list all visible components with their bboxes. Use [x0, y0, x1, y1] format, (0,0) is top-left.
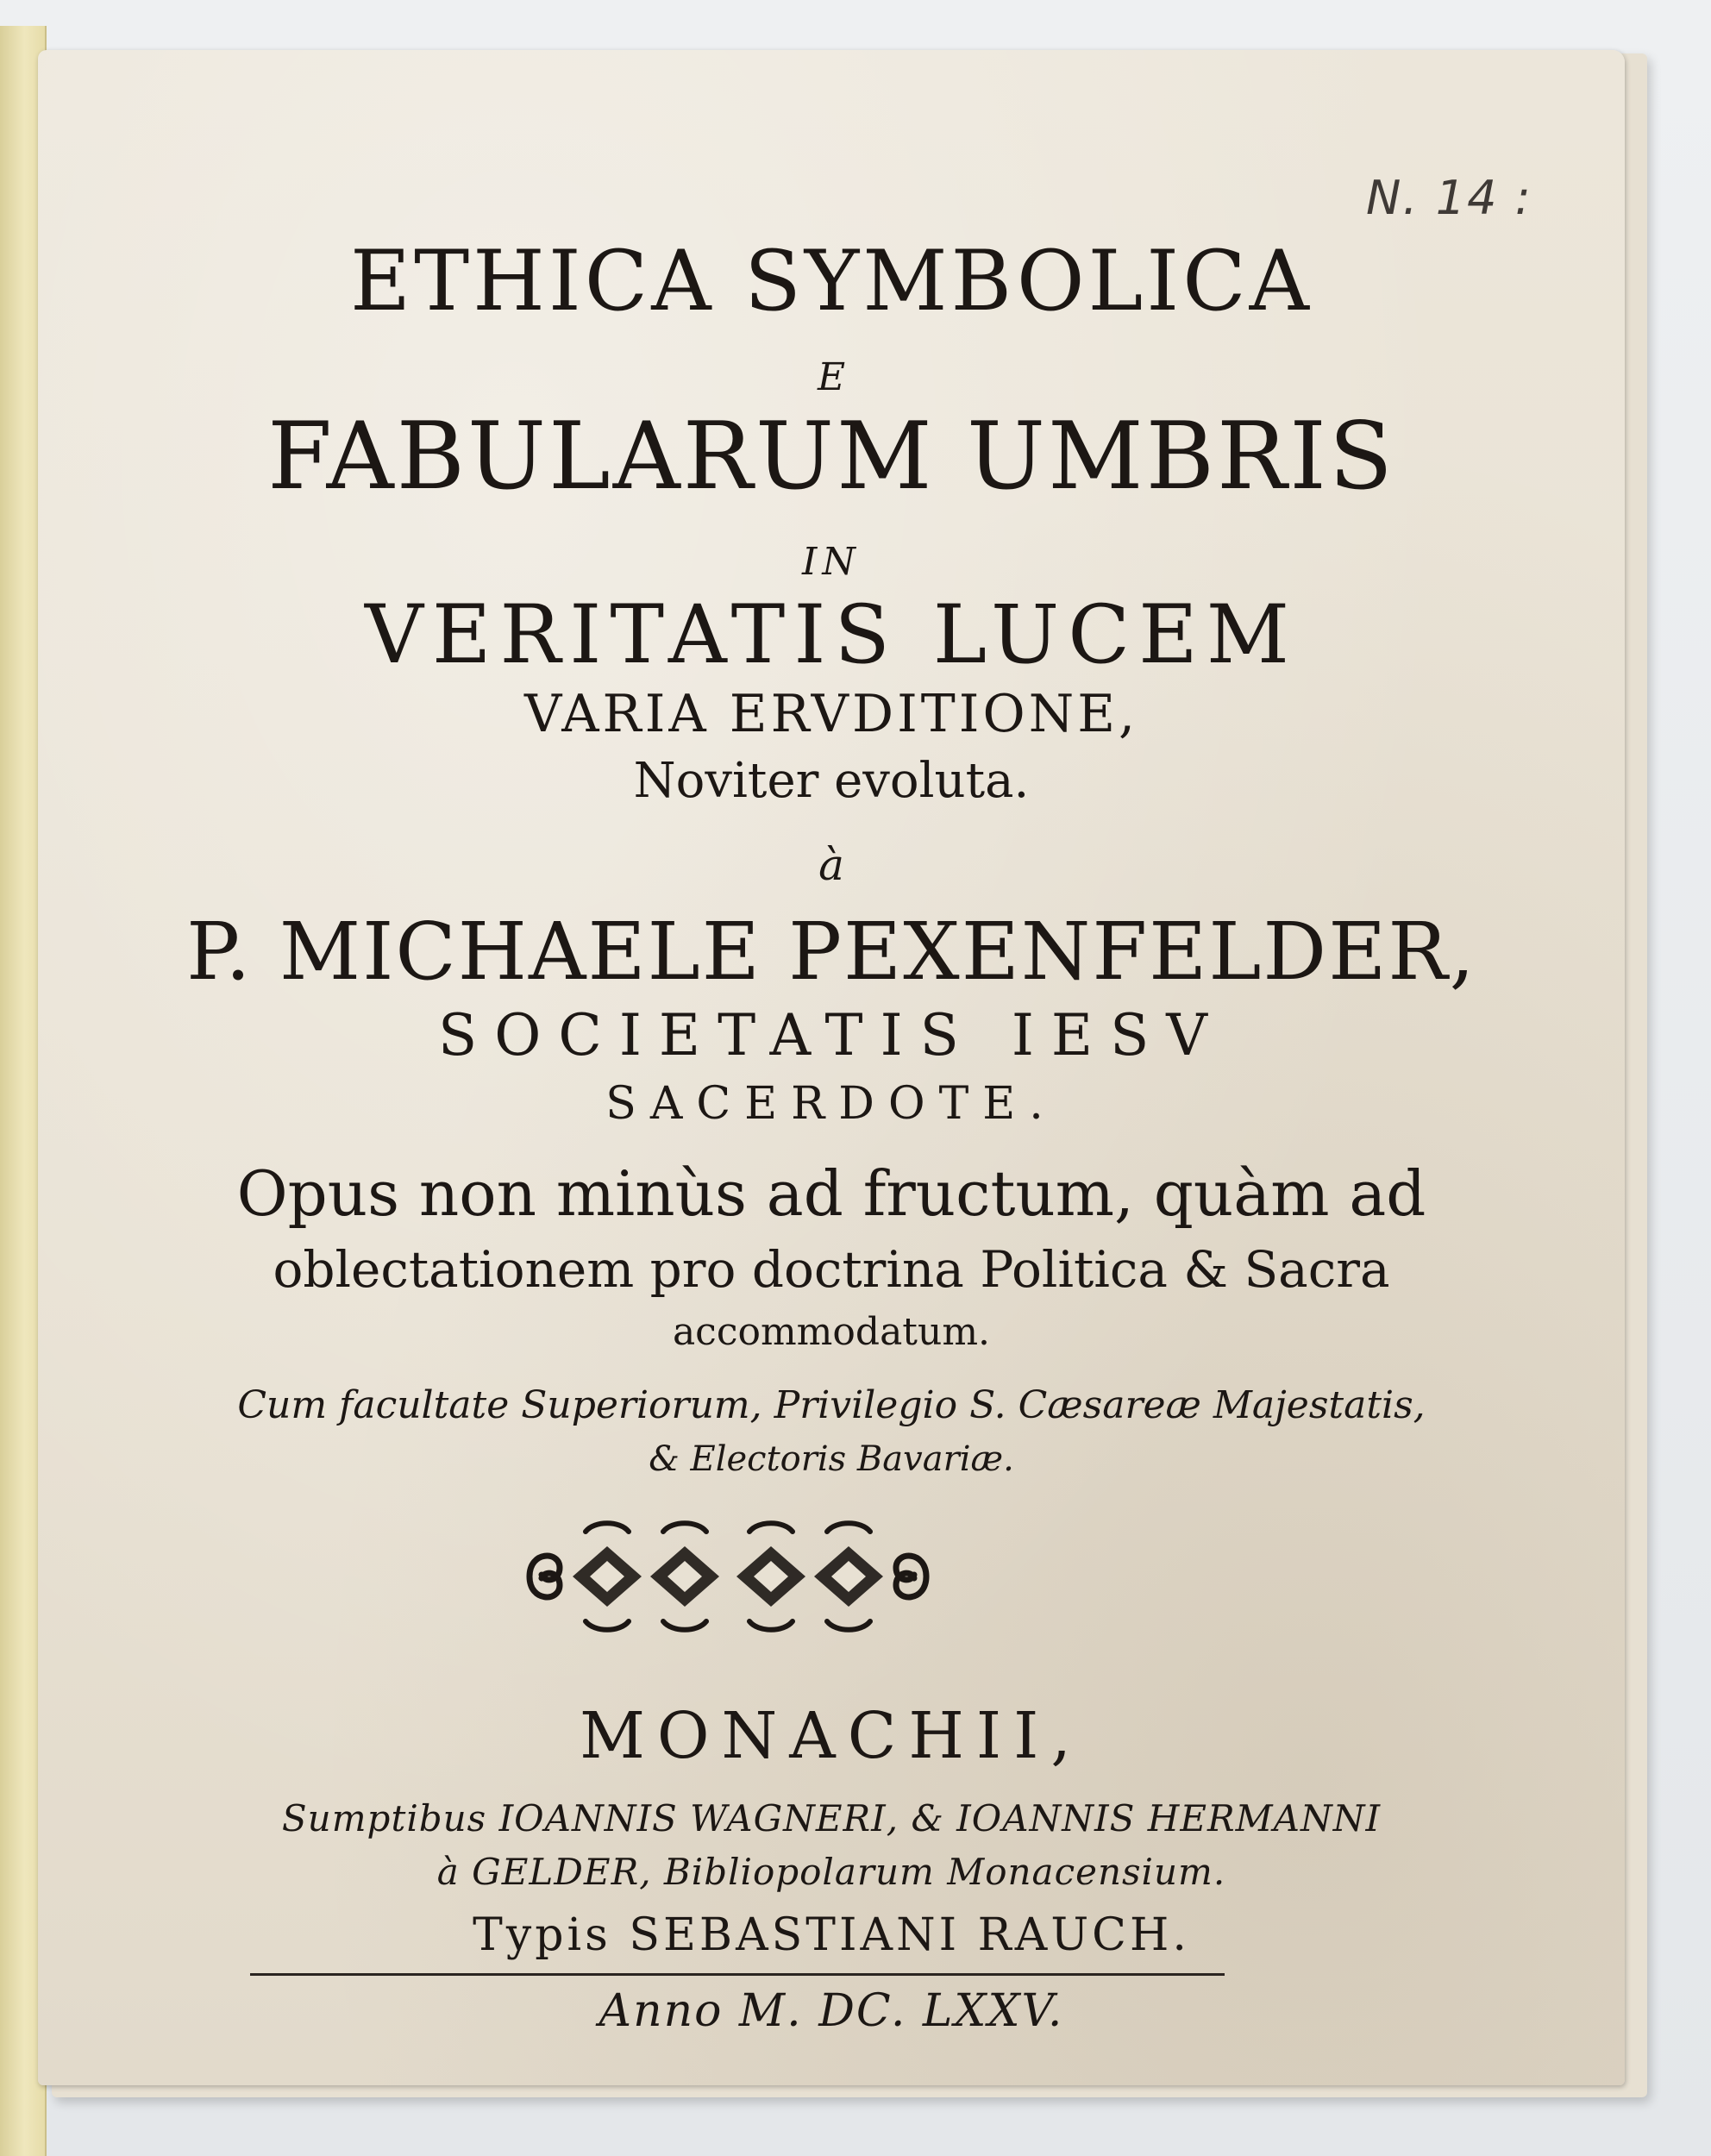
title-line-3: FABULARUM UMBRIS: [267, 403, 1395, 511]
imprint-place: MONACHII,: [580, 1699, 1083, 1773]
imprint-publishers-2: à GELDER, Bibliopolarum Monacensium.: [436, 1851, 1226, 1893]
title-line-7: Noviter evoluta.: [633, 753, 1030, 809]
author-rank: SACERDOTE.: [605, 1078, 1057, 1130]
author-name: P. MICHAELE PEXENFELDER,: [186, 906, 1476, 998]
author-society: SOCIETATIS IESV: [438, 1002, 1225, 1069]
description-line-2: oblectationem pro doctrina Politica & Sacra: [273, 1240, 1390, 1299]
title-line-2: E: [817, 355, 846, 399]
author-preposition: à: [818, 840, 844, 890]
imprint-date: Anno M. DC. LXXV.: [599, 1985, 1064, 2037]
description-line-3: accommodatum.: [672, 1310, 991, 1354]
handwritten-shelfmark: N. 14 :: [1366, 171, 1532, 225]
title-page: [38, 50, 1625, 2085]
imprint-publishers-1: Sumptibus IOANNIS WAGNERI, & IOANNIS HERMANNI: [281, 1797, 1382, 1839]
imprint-rule: [250, 1973, 1225, 1976]
title-line-6: VARIA ERVDITIONE,: [523, 684, 1139, 744]
description-line-1: Opus non minùs ad fructum, quàm ad: [236, 1157, 1426, 1230]
imprint-printer: Typis SEBASTIANI RAUCH.: [473, 1909, 1190, 1961]
title-line-4: IN: [802, 540, 861, 584]
printers-ornament: [512, 1516, 943, 1637]
privilege-line-1: Cum facultate Superiorum, Privilegio S. Cæsareæ Majestatis,: [237, 1383, 1426, 1427]
title-line-5: VERITATIS LUCEM: [364, 588, 1299, 682]
title-line-1: ETHICA SYMBOLICA: [350, 233, 1313, 329]
privilege-line-2: & Electoris Bavariæ.: [649, 1439, 1014, 1479]
